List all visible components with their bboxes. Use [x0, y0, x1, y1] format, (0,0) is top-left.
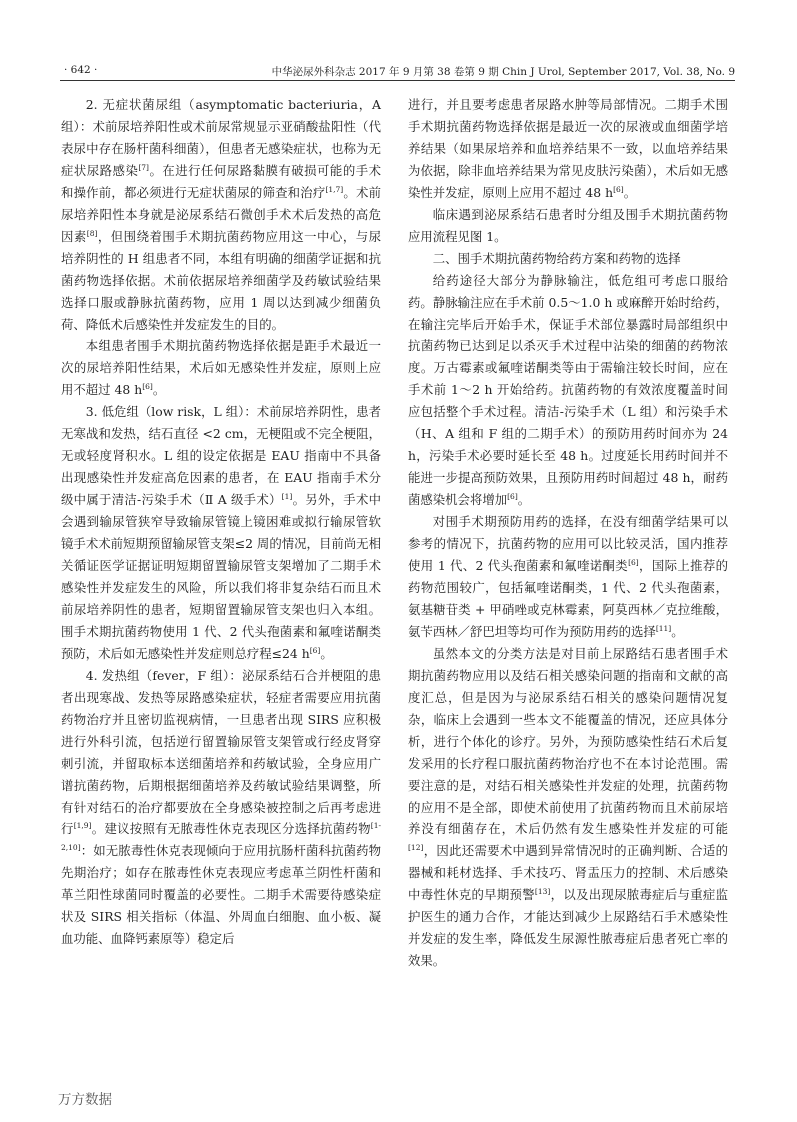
citation-ref: [13] [534, 887, 551, 897]
paragraph-text: 临床遇到泌尿系结石患者时分组及围手术期抗菌药物应用流程见图 1。 [408, 206, 728, 244]
paragraph-text: 二、围手术期抗菌药物给药方案和药物的选择 [432, 250, 681, 266]
paragraph-text: 。 [517, 492, 531, 508]
citation-ref: [6] [142, 382, 153, 392]
paragraph-text: 。 [152, 382, 166, 398]
page-number: · 642 · [64, 64, 98, 76]
citation-ref: [1,9] [73, 821, 92, 831]
paragraph-text: 。 [623, 184, 637, 200]
citation-ref: [12] [408, 843, 424, 853]
paragraph-text: 。在进行任何尿路黏膜有破损可能的手术和操作前，都必须进行无症状菌尿的筛查和治疗 [61, 162, 381, 200]
citation-ref: [6] [628, 557, 639, 567]
paragraph-text: 。建议按照有无脓毒性休克表现区分选择抗菌药物 [91, 821, 371, 837]
citation-ref: [8] [86, 228, 98, 238]
paragraph-text: 。 [320, 645, 333, 661]
paragraph-text: ，以及出现尿脓毒症后与重症监护医生的通力合作，才能达到减少上尿路结石手术感染性并发症的发生率，降低发生尿源性脓毒症后患者死亡率的效果。 [408, 887, 729, 969]
paragraph [61, 401, 381, 664]
paragraph-text: 进行，并且要考虑患者尿路水肿等局部情况。二期手术围手术期抗菌药物选择依据是最近一次的尿液或血细菌学培养结果（如果尿培养和血培养结果不一致，以血培养结果为依据，除非血培养结果为常见皮肤污染菌），术后如无感染性并发症，原则上应用不超过 48 h [408, 97, 728, 200]
footer-watermark: 万方数据 [58, 1092, 112, 1108]
paragraph [408, 270, 728, 511]
paragraph-text: 。另外，手术中会遇到输尿管狭窄导致输尿管镜上镜困难或拟行输尿管软镜手术术前短期预留输尿管支架≤2 周的情况，目前尚无相关循证医学证据证明短期留置输尿管支架增加了二期手术感染性并发症发生的风险，所以我们将非复杂结石而且术前尿培养阴性的患者，短期留置输尿管支架也归入本组。围手术期抗菌药物使用 1 代、2 代头孢菌素和氟喹诺酮类预防，术后如无感染性并发症则总疗程≤24 h [61, 492, 382, 661]
paragraph-text: ，但围绕着围手术期抗菌药物应用这一中心，与尿培养阴性的 H 组患者不同，本组有明确的细菌学证据和抗菌药物选择依据。术前依据尿培养细菌学及药敏试验结果选择口服或静脉抗菌药物，应用 1 周以达到减少细菌负荷、降低术后感染性并发症发生的目的。 [61, 228, 381, 332]
citation-ref: [11] [655, 623, 672, 633]
citation-ref: [1-2,10] [61, 821, 382, 853]
paragraph [408, 643, 728, 972]
citation-ref: [1,7] [325, 184, 344, 194]
paragraph-text: 4. 发热组（fever，F 组）：泌尿系结石合并梗阻的患者出现寒战、发热等尿路感染症状，轻症者需要应用抗菌药物治疗并且密切监视病情，一旦患者出现 SIRS 应积极进行外科引流，包括逆行留置输尿管支架管或行经皮肾穿刺引流，并留取标本送细菌培养和药敏试验，全身应用广谱抗菌药物，后期根据细菌培养及药敏试验结果调整，所有针对结石的治疗都要放在全身感染被控制之后再考虑进行 [61, 667, 381, 837]
paragraph [61, 335, 381, 401]
paragraph [408, 511, 728, 643]
running-header [60, 62, 735, 81]
paragraph-text: 。术前尿培养阳性本身就是泌尿系结石微创手术术后发热的高危因素 [61, 184, 382, 244]
paragraph-text: 3. 低危组（low risk，L 组）：术前尿培养阴性，患者无寒战和发热，结石直径 <2 cm，无梗阻或不完全梗阻，无或轻度肾积水。L 组的设定依据是 EAU 指南中不具备出现感染性并发症高危因素的患者，在 EAU 指南手术分级中属于清洁-污染手术（Ⅱ A 级手术） [61, 404, 381, 508]
paragraph [408, 94, 728, 204]
citation-ref: [7] [138, 162, 149, 172]
paragraph-text: 本组患者围手术期抗菌药物选择依据是距手术最近一次的尿培养阳性结果，术后如无感染性并发症，原则上应用不超过 48 h [61, 338, 381, 398]
paragraph [408, 248, 728, 270]
paragraph [61, 665, 381, 950]
paragraph-text: ：如无脓毒性休克表现倾向于应用抗肠杆菌科抗菌药物先期治疗；如存在脓毒性休克表现应考虑革兰阴性杆菌和革兰阳性球菌同时覆盖的必要性。二期手术需要待感染症状及 SIRS 相关指标（体温、外周血白细胞、血小板、凝血功能、血降钙素原等）稳定后 [61, 843, 381, 947]
paragraph [61, 94, 381, 335]
right-column [408, 94, 728, 972]
citation-ref: [1] [281, 492, 293, 502]
paragraph [408, 204, 728, 248]
citation-ref: [6] [507, 492, 518, 502]
left-column [61, 94, 381, 950]
paragraph-text: 2. 无症状菌尿组（asymptomatic bacteriuria，A 组）：术前尿培养阳性或术前尿常规显示亚硝酸盐阳性（代表尿中存在肠杆菌科细菌），但患者无感染症状，也称为无症状尿路感染 [61, 97, 381, 178]
paragraph-text: 。 [671, 623, 684, 639]
paragraph-text: 对围手术期预防用药的选择，在没有细菌学结果可以参考的情况下，抗菌药物的应用可以比较灵活，国内推荐使用 1 代、2 代头孢菌素和氟喹诺酮类 [408, 514, 728, 574]
citation-ref: [6] [613, 184, 624, 194]
paragraph-text: 虽然本文的分类方法是对目前上尿路结石患者围手术期抗菌药物应用以及结石相关感染问题的指南和文献的高度汇总，但是因为与泌尿系结石相关的感染问题情况复杂，临床上会遇到一些本文不能覆盖的情况，还应具体分析，进行个体化的诊疗。另外，为预防感染性结石术后复发采用的长疗程口服抗菌药物治疗也不在本讨论范围。需要注意的是，对结石相关感染性并发症的处理，抗菌药物的应用不是全部，即使术前使用了抗菌药物而且术前尿培养没有细菌存在，术后仍然有发生感染性并发症的可能 [408, 645, 728, 837]
citation-ref: [6] [309, 645, 321, 655]
paragraph-text: ，因此还需要术中遇到异常情况时的正确判断、合适的器械和耗材选择、手术技巧、肾盂压力的控制、术后感染中毒性休克的早期预警 [408, 843, 728, 903]
journal-citation: 中华泌尿外科杂志 2017 年 9 月第 38 卷第 9 期 Chin J Urol, September 2017, Vol. 38, No. 9 [271, 66, 735, 78]
paragraph-text: ，国际上推荐的药物范围较广，包括氟喹诺酮类，1 代、2 代头孢菌素，氨基糖苷类 + 甲硝唑或克林霉素，阿莫西林／克拉维酸，氨苄西林／舒巴坦等均可作为预防用药的选择 [408, 558, 728, 639]
paragraph-text: 给药途径大部分为静脉输注，低危组可考虑口服给药。静脉输注应在手术前 0.5～1.0 h 或麻醉开始时给药，在输注完毕后开始手术，保证手术部位暴露时局部组织中抗菌药物已达到足以杀灭手术过程中沾染的细菌的药物浓度。万古霉素或氟喹诺酮类等由于需输注较长时间，应在手术前 1～2 h 开始给药。抗菌药物的有效浓度覆盖时间应包括整个手术过程。清洁-污染手术（L 组）和污染手术（H、A 组和 F 组的二期手术）的预防用药时间亦为 24 h，污染手术必要时延长至 48 h。过度延长用药时间并不能进一步提高预防效果，且预防用药时间超过 48 h，耐药菌感染机会将增加 [408, 272, 728, 508]
